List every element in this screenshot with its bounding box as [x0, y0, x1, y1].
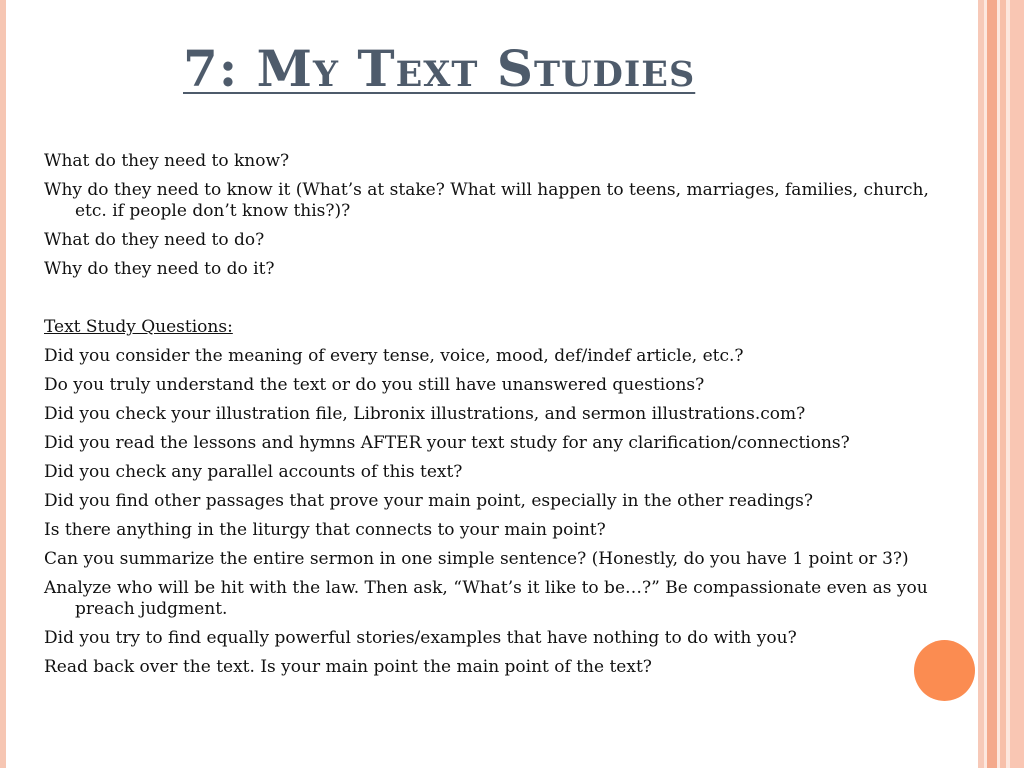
stripe: [987, 0, 997, 768]
stripe: [1010, 0, 1024, 768]
spacer: [44, 288, 944, 317]
question-item: Is there anything in the liturgy that connects to your main point?: [44, 520, 606, 540]
body-line: What do they need to know?: [44, 151, 290, 171]
body-line: Why do they need to know it (What’s at stake? What will happen to teens, marriages, families, church, etc. if people don’t know this?)?: [44, 180, 929, 221]
left-border-strip: [0, 0, 6, 768]
question-item: Read back over the text. Is your main point the main point of the text?: [44, 657, 652, 677]
body-line: What do they need to do?: [44, 230, 265, 250]
slide-body: [44, 151, 944, 686]
question-item: Did you check any parallel accounts of this text?: [44, 462, 463, 482]
slide-title: 7: My Text Studies: [183, 39, 696, 98]
question-item: Did you check your illustration file, Libronix illustrations, and sermon illustrations.com?: [44, 404, 806, 424]
question-item: Did you read the lessons and hymns AFTER your text study for any clarification/connections?: [44, 433, 850, 453]
right-border-stripes: [978, 0, 1024, 768]
section-heading: [44, 317, 944, 338]
body-line: Why do they need to do it?: [44, 259, 275, 279]
question-item: Can you summarize the entire sermon in one simple sentence? (Honestly, do you have 1 point or 3?): [44, 549, 909, 569]
question-item: Do you truly understand the text or do you still have unanswered questions?: [44, 375, 705, 395]
question-item: Did you try to find equally powerful stories/examples that have nothing to do with you?: [44, 628, 797, 648]
question-item: Did you consider the meaning of every tense, voice, mood, def/indef article, etc.?: [44, 346, 744, 366]
question-item: Did you find other passages that prove your main point, especially in the other readings?: [44, 491, 814, 511]
question-item: Analyze who will be hit with the law. Then ask, “What’s it like to be…?” Be compassionate even as you preach judgment.: [44, 578, 928, 619]
orange-circle-decoration: [914, 640, 975, 701]
section-heading-text: Text Study Questions:: [44, 317, 233, 337]
